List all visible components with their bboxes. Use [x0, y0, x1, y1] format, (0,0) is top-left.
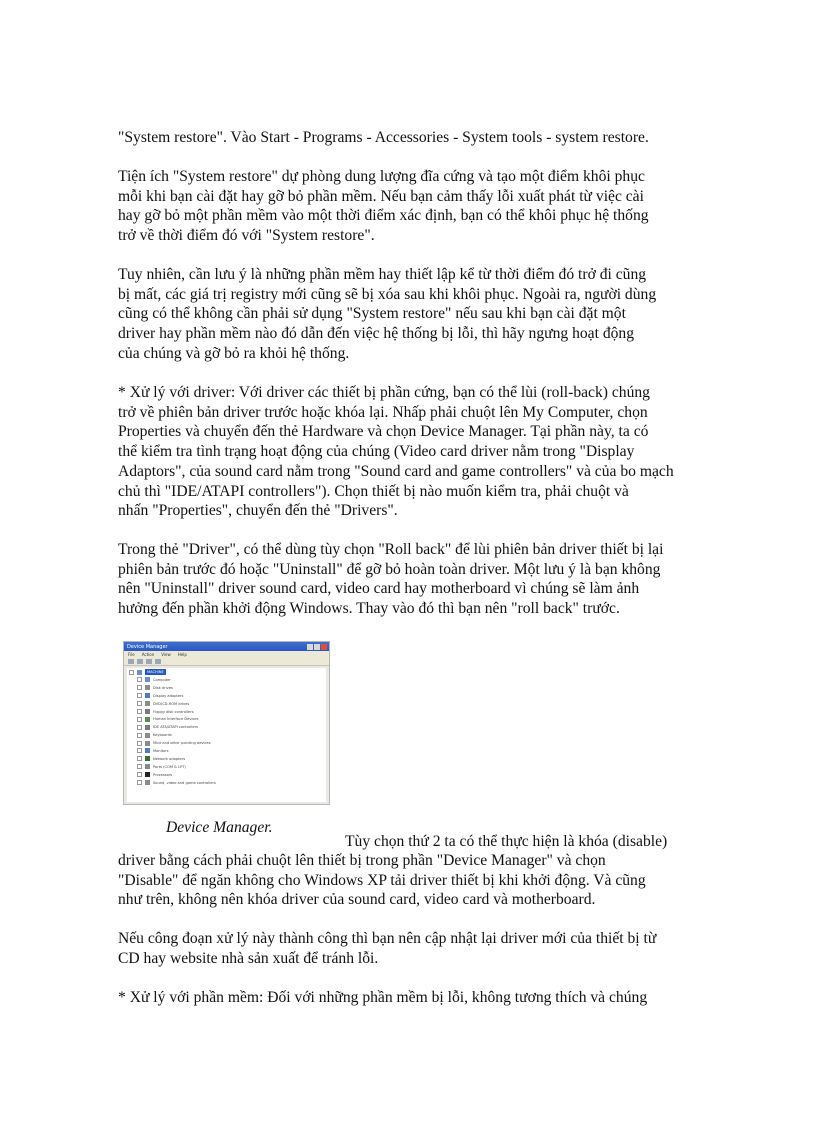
expand-icon [137, 685, 142, 690]
expand-icon [137, 701, 142, 706]
device-icon [145, 756, 150, 761]
tree-item [127, 715, 326, 723]
text-line: hưởng đến phần khởi động Windows. Thay vào đó thì bạn nên "roll back" trước. [118, 600, 620, 618]
tree-item-label: Keyboards [153, 733, 172, 738]
tree-item-label: Processors [153, 772, 173, 777]
text-line: Properties và chuyển đến thẻ Hardware và chọn Device Manager. Tại phần này, ta có [118, 423, 649, 441]
text-line: Tiện ích "System restore" dự phòng dung lượng đĩa cứng và tạo một điểm khôi phục [118, 168, 645, 185]
tree-item [127, 747, 326, 755]
expand-icon [137, 733, 142, 738]
window-toolbar [124, 658, 329, 666]
properties-icon [146, 659, 152, 664]
expand-icon [137, 693, 142, 698]
paragraph-update-driver [118, 929, 708, 968]
text-line: phiên bản trước đó hoặc "Uninstall" để gỡ bỏ hoàn toàn driver. Một lưu ý là bạn không [118, 560, 661, 578]
paragraph-intro [118, 128, 708, 148]
text-line: của chúng và gỡ bỏ ra khỏi hệ thống. [118, 344, 350, 362]
device-icon [145, 717, 150, 722]
tree-item [127, 684, 326, 692]
tree-item-label: Sound, video and game controllers [153, 780, 216, 785]
text-line: Tuy nhiên, cần lưu ý là những phần mềm hay thiết lập kể từ thời điểm đó trở đi cũng [118, 266, 647, 283]
tree-root-label: MACHINE [147, 670, 164, 674]
text-line: "System restore". Vào Start - Programs - Accessories - System tools - system restore. [118, 129, 649, 146]
device-icon [145, 725, 150, 730]
text-line: thể kiểm tra tình trạng hoạt động của chúng (Video card driver nằm trong "Display [118, 443, 635, 461]
tree-item [127, 731, 326, 739]
expand-icon [137, 748, 142, 753]
tree-item-label: Ports (COM & LPT) [153, 764, 186, 769]
device-icon [145, 709, 150, 714]
minimize-icon [307, 644, 313, 650]
expand-icon [137, 717, 142, 722]
tree-item [127, 692, 326, 700]
text-line: trở về thời điểm đó với "System restore". [118, 227, 375, 245]
device-icon [145, 701, 150, 706]
device-icon [145, 764, 150, 769]
text-line: nhấn "Properties", chuyển đến thẻ "Drivers". [118, 502, 398, 520]
device-icon [145, 780, 150, 785]
tree-item [127, 771, 326, 779]
text-line: hay gỡ bỏ một phần mềm vào một thời điểm xác định, bạn có thể khôi phục hệ thống [118, 207, 649, 225]
menu-item: File [128, 652, 135, 657]
paragraph-disable-first-line: Tùy chọn thứ 2 ta có thể thực hiện là khóa (disable) [345, 833, 668, 850]
device-icon [145, 677, 150, 682]
paragraph-driver-handling [118, 383, 708, 521]
device-manager-screenshot [123, 641, 330, 805]
maximize-icon [314, 644, 320, 650]
expand-icon [137, 677, 142, 682]
tree-item [127, 700, 326, 708]
device-icon [145, 693, 150, 698]
tree-item-label: Floppy disk controllers [153, 709, 194, 714]
window-title: Device Manager [127, 643, 168, 650]
tree-item-label: Monitors [153, 748, 169, 753]
text-line: chủ thì "IDE/ATAPI controllers"). Chọn thiết bị nào muốn kiểm tra, phải chuột và [118, 482, 629, 500]
tree-item [127, 739, 326, 747]
close-icon [321, 644, 327, 650]
tree-item-label: Disk drives [153, 685, 173, 690]
expand-icon [137, 741, 142, 746]
device-icon [145, 748, 150, 753]
window-titlebar [124, 642, 329, 651]
tree-item [127, 708, 326, 716]
expand-icon [137, 725, 142, 730]
expand-icon [137, 756, 142, 761]
paragraph-roll-back [118, 540, 708, 619]
figure-caption: Device Manager. [166, 819, 273, 836]
tree-item-label: Display adapters [153, 693, 184, 698]
tree-item [127, 755, 326, 763]
tree-item-label: Computer [153, 677, 171, 682]
text-line: CD hay website nhà sản xuất để tránh lỗi. [118, 949, 379, 967]
collapse-icon [129, 670, 134, 675]
text-line: Nếu công đoạn xử lý này thành công thì bạn nên cập nhật lại driver mới của thiết bị từ [118, 930, 657, 947]
paragraph-system-restore [118, 167, 708, 246]
menu-item: View [161, 652, 171, 657]
device-tree [127, 668, 326, 802]
text-line: "Disable" để ngăn không cho Windows XP tải driver thiết bị khi khởi động. Và cũng [118, 871, 646, 889]
menu-item: Action [141, 652, 155, 657]
refresh-icon [155, 659, 161, 664]
text-line: trở về phiên bản driver trước hoặc khóa lại. Nhấp phải chuột lên My Computer, chọn [118, 403, 648, 421]
device-icon [145, 741, 150, 746]
computer-icon [137, 670, 142, 675]
tree-item [127, 723, 326, 731]
tree-item [127, 763, 326, 771]
window-menubar [124, 651, 329, 658]
tree-item-label: Mice and other pointing devices [153, 741, 211, 746]
device-icon [145, 772, 150, 777]
expand-icon [137, 709, 142, 714]
paragraph-note [118, 265, 708, 364]
text-line: * Xử lý với driver: Với driver các thiết bị phần cứng, bạn có thể lùi (roll-back) chúng [118, 384, 650, 401]
back-icon [128, 659, 134, 664]
text-line: driver hay phần mềm nào đó dẫn đến việc hệ thống bị lỗi, thì hãy ngưng hoạt động [118, 325, 635, 343]
text-line: như trên, không nên khóa driver của sound card, video card và motherboard. [118, 891, 596, 909]
text-line: Adaptors", của sound card nằm trong "Sound card and game controllers" và của bo mạch [118, 462, 674, 480]
paragraph-disable [118, 851, 708, 910]
text-line: driver bằng cách phải chuột lên thiết bị trong phần "Device Manager" và chọn [118, 852, 606, 869]
text-line: nên "Uninstall" driver sound card, video card hay motherboard vì chúng sẽ làm ảnh [118, 580, 640, 598]
menu-item: Help [177, 652, 187, 657]
expand-icon [137, 780, 142, 785]
paragraph-software-handling [118, 988, 708, 1008]
tree-item-label: Human Interface Devices [153, 717, 199, 722]
tree-root [127, 668, 326, 676]
device-icon [145, 733, 150, 738]
text-line: mỗi khi bạn cài đặt hay gỡ bỏ phần mềm. Nếu bạn cảm thấy lỗi xuất phát từ việc cài [118, 187, 644, 205]
device-icon [145, 685, 150, 690]
expand-icon [137, 764, 142, 769]
text-line: bị mất, các giá trị registry mới cũng sẽ bị xóa sau khi khôi phục. Ngoài ra, người dùng [118, 285, 657, 303]
tree-item-label: IDE ATA/ATAPI controllers [153, 725, 198, 730]
text-line: cũng có thể không cần phải sử dụng "System restore" nếu sau khi bạn cài đặt một [118, 305, 626, 323]
text-line: Trong thẻ "Driver", có thể dùng tùy chọn "Roll back" để lùi phiên bản driver thiết bị lại [118, 541, 664, 558]
tree-item [127, 676, 326, 684]
text-line: * Xử lý với phần mềm: Đối với những phần mềm bị lỗi, không tương thích và chúng [118, 989, 648, 1006]
forward-icon [137, 659, 143, 664]
tree-item-label: DVD/CD-ROM drives [153, 701, 190, 706]
tree-item [127, 779, 326, 787]
tree-item-label: Network adapters [153, 756, 186, 761]
expand-icon [137, 772, 142, 777]
